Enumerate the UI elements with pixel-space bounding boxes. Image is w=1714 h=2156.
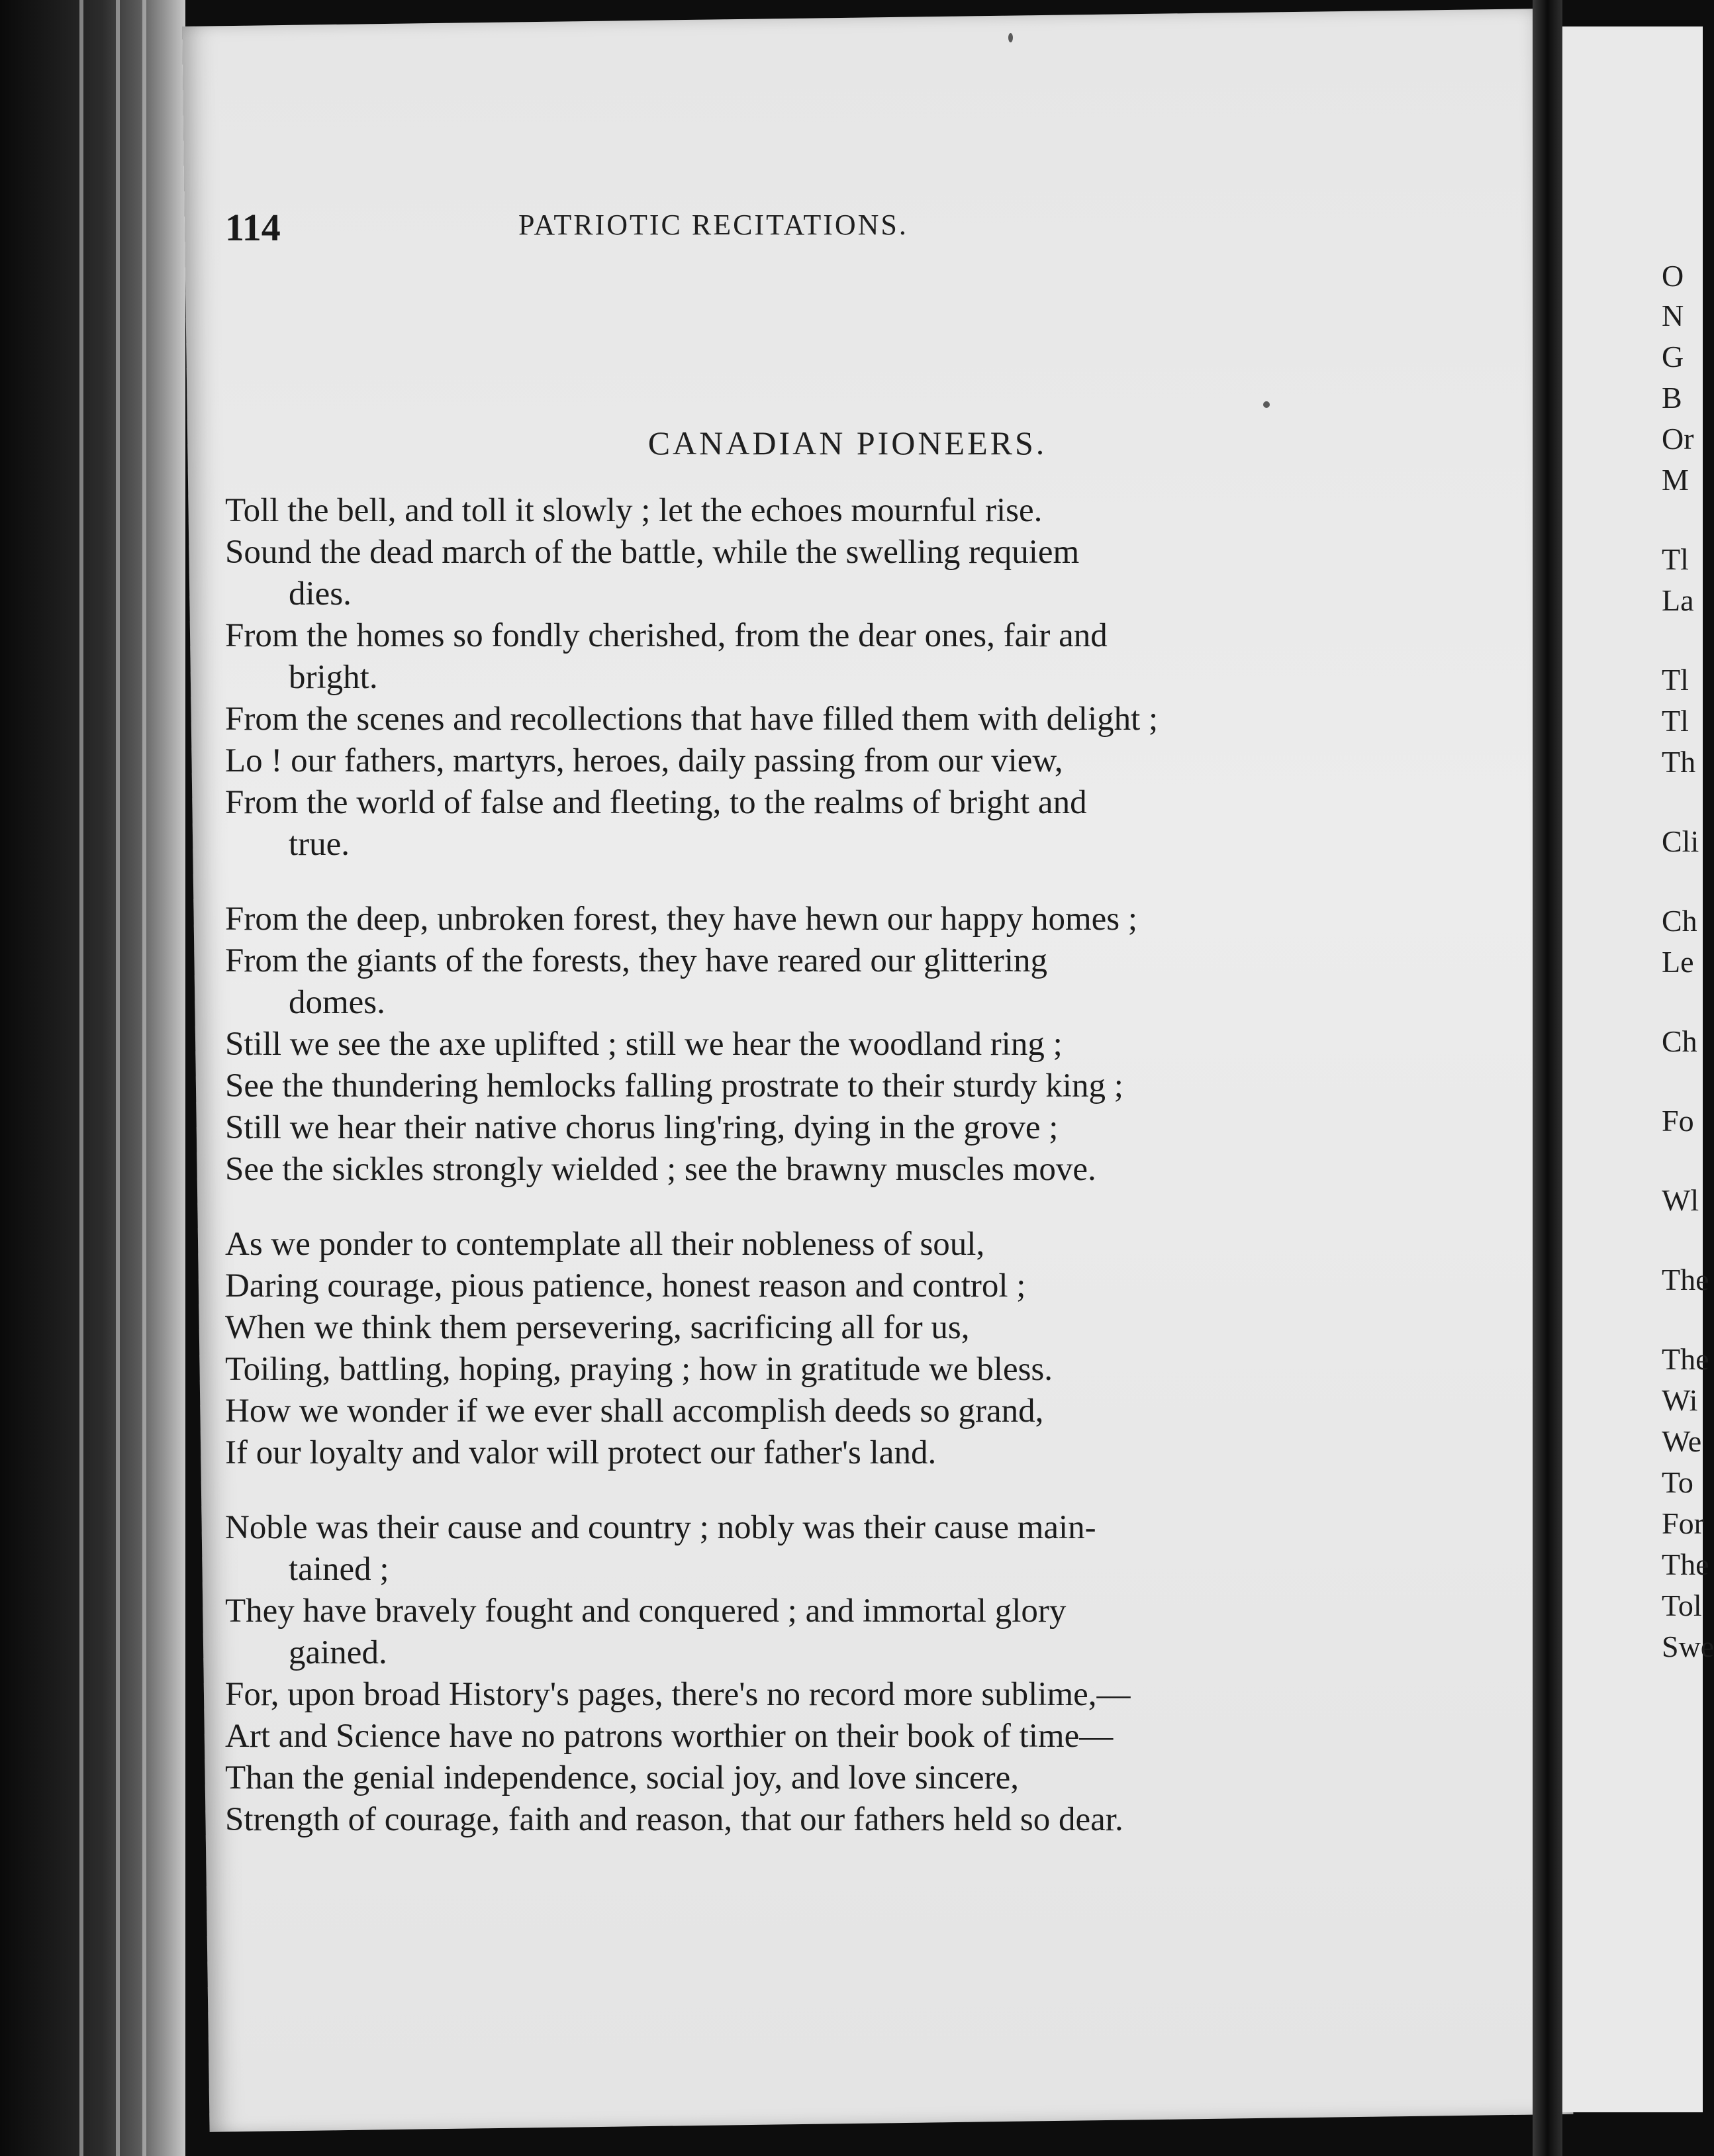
facing-page-fragment: Tl [1662, 704, 1689, 738]
facing-page-fragment: N [1662, 299, 1684, 332]
ink-speck [1008, 33, 1013, 42]
book-binding-edge [0, 0, 185, 2156]
poem-line: From the world of false and fleeting, to the realms of bright and [225, 784, 1087, 821]
poem-line: domes. [289, 984, 385, 1021]
facing-page-fragment: Wl [1662, 1183, 1699, 1217]
poem-line: How we wonder if we ever shall accomplish deeds so grand, [225, 1393, 1044, 1430]
facing-page-fragment: For [1662, 1506, 1704, 1540]
facing-page-fragment: La [1662, 583, 1694, 617]
facing-page-fragment: Tl [1662, 663, 1689, 697]
facing-page-fragment: Fo [1662, 1104, 1694, 1138]
poem-title: CANADIAN PIONEERS. [647, 424, 1047, 462]
poem-line: When we think them persevering, sacrificing all for us, [225, 1309, 970, 1346]
facing-page-fragment: The [1662, 1342, 1709, 1376]
poem-line: See the sickles strongly wielded ; see the brawny muscles move. [225, 1151, 1096, 1188]
poem-line: Sound the dead march of the battle, while the swelling requiem [225, 534, 1080, 571]
stanza [225, 490, 1470, 865]
poem-line: Lo ! our fathers, martyrs, heroes, daily passing from our view, [225, 742, 1063, 779]
poem-line: Still we see the axe uplifted ; still we hear the woodland ring ; [225, 1026, 1063, 1063]
facing-page-fragment: The [1662, 1547, 1709, 1581]
facing-page-fragment: Or [1662, 422, 1694, 456]
poem-line: dies. [289, 575, 352, 612]
poem-line: From the scenes and recollections that have filled them with delight ; [225, 701, 1159, 738]
poem-line: From the giants of the forests, they have reared our glittering [225, 942, 1048, 979]
poem-line: true. [289, 826, 350, 863]
facing-page-fragment: Tl [1662, 542, 1689, 576]
poem-line: If our loyalty and valor will protect our father's land. [225, 1434, 937, 1471]
facing-page-fragment: Tol [1662, 1589, 1702, 1622]
facing-page-fragment: Ch [1662, 1024, 1697, 1058]
poem-line: tained ; [289, 1551, 389, 1588]
poem-body [225, 490, 1470, 1874]
facing-page-fragment: Wi [1662, 1383, 1698, 1417]
facing-page-fragment: Cli [1662, 824, 1699, 858]
poem-line: As we ponder to contemplate all their nobleness of soul, [225, 1226, 985, 1263]
poem-line: gained. [289, 1634, 387, 1671]
poem-line: Strength of courage, faith and reason, that our fathers held so dear. [225, 1801, 1123, 1838]
facing-page-fragment: Le [1662, 945, 1694, 979]
facing-page-text [1662, 0, 1714, 2156]
facing-page-fragment: We [1662, 1424, 1702, 1458]
poem-line: bright. [289, 659, 378, 696]
facing-page-fragment: G [1662, 340, 1684, 373]
facing-page-fragment: O [1662, 259, 1684, 293]
facing-page-fragment: M [1662, 463, 1689, 497]
poem-line: Daring courage, pious patience, honest reason and control ; [225, 1267, 1026, 1304]
poem-line: Still we hear their native chorus ling'ring, dying in the grove ; [225, 1109, 1059, 1146]
running-head: PATRIOTIC RECITATIONS. [518, 209, 908, 241]
facing-page-fragment: B [1662, 381, 1682, 415]
poem-line: From the homes so fondly cherished, from the dear ones, fair and [225, 617, 1108, 654]
poem-line: For, upon broad History's pages, there's no record more sublime,— [225, 1676, 1131, 1713]
poem-line: Toiling, battling, hoping, praying ; how in gratitude we bless. [225, 1351, 1053, 1388]
poem-line: Than the genial independence, social joy, and love sincere, [225, 1759, 1019, 1796]
poem-line: They have bravely fought and conquered ; and immortal glory [225, 1592, 1067, 1630]
facing-page-fragment: To [1662, 1465, 1693, 1499]
poem-line: Noble was their cause and country ; nobly was their cause main- [225, 1509, 1096, 1546]
page-header [225, 199, 1218, 252]
poem-line: Toll the bell, and toll it slowly ; let the echoes mournful rise. [225, 492, 1043, 529]
stanza [225, 899, 1470, 1191]
facing-page-fragment: Th [1662, 745, 1696, 779]
facing-page-fragment: Swe [1662, 1630, 1714, 1663]
facing-page-fragment: The [1662, 1263, 1709, 1297]
poem-line: See the thundering hemlocks falling prostrate to their sturdy king ; [225, 1067, 1123, 1104]
poem-line: Art and Science have no patrons worthier on their book of time— [225, 1718, 1114, 1755]
facing-page-fragment: Ch [1662, 904, 1697, 938]
page-number: 114 [225, 206, 281, 249]
poem-line: From the deep, unbroken forest, they have hewn our happy homes ; [225, 901, 1138, 938]
ink-speck [1263, 401, 1270, 408]
book-gutter [1533, 0, 1562, 2156]
stanza [225, 1507, 1470, 1841]
stanza [225, 1224, 1470, 1474]
